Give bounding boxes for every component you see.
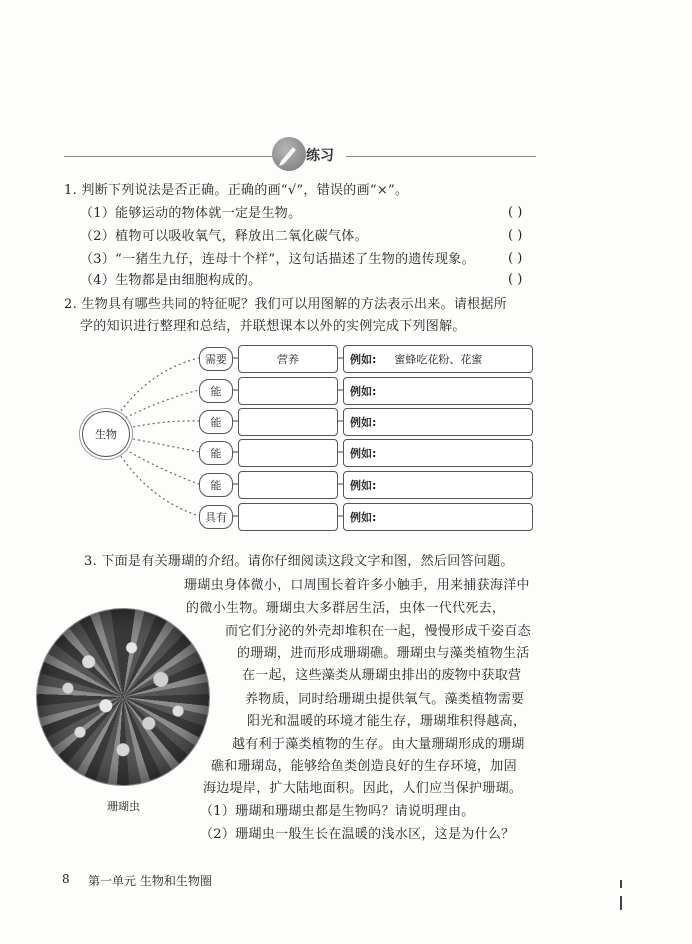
q1-answer-blank-3[interactable]: ( )	[508, 251, 523, 266]
q1-answer-blank-4[interactable]: ( )	[508, 272, 523, 287]
unit-title: 第一单元 生物和生物圈	[88, 874, 212, 888]
feature-box-2[interactable]	[238, 377, 338, 405]
q3-para-line-4: 的珊瑚，进而形成珊瑚礁。珊瑚虫与藻类植物生活	[237, 646, 530, 661]
organism-center-node: 生物	[82, 411, 130, 457]
q3-intro: 3. 下面是有关珊瑚的介绍。请你仔细阅读这段文字和图，然后回答问题。	[84, 554, 514, 569]
feature-box-1[interactable]: 营养	[238, 345, 338, 373]
q3-para-line-6: 养物质，同时给珊瑚虫提供氧气。藻类植物需要	[245, 692, 525, 707]
example-box-4[interactable]	[343, 439, 533, 467]
feature-tag-3: 能	[199, 410, 233, 434]
example-label: 例如:	[350, 416, 377, 429]
q3-para-line-7: 阳光和温暖的环境才能生存，珊瑚堆积得越高，	[247, 714, 527, 729]
q3-question-2: （2）珊瑚虫一般生长在温暖的浅水区，这是为什么？	[200, 827, 515, 842]
example-box-5[interactable]	[343, 471, 533, 499]
feature-box-6[interactable]	[238, 503, 338, 531]
section-title: 练习	[306, 148, 334, 164]
q1-answer-blank-1[interactable]: ( )	[508, 205, 523, 220]
margin-mark	[620, 896, 622, 910]
q1-answer-blank-2[interactable]: ( )	[508, 228, 523, 243]
margin-mark	[620, 880, 622, 888]
q1-item-4: （4）生物都是由细胞构成的。	[80, 273, 262, 288]
feature-tag-5: 能	[199, 473, 233, 497]
q1-item-2: （2）植物可以吸收氧气，释放出二氧化碳气体。	[80, 229, 368, 244]
feature-tag-6: 具有	[199, 505, 233, 529]
q2-stem-line-1: 2. 生物具有哪些共同的特征呢？我们可以用图解的方法表示出来。请根据所	[64, 297, 508, 312]
coral-polyp-photo	[36, 608, 210, 786]
example-label: 例如:	[350, 385, 377, 398]
feature-tag-4: 能	[199, 441, 233, 465]
q3-para-line-2: 的微小生物。珊瑚虫大多群居生活，虫体一代代死去，	[186, 601, 506, 616]
page-number: 8	[62, 872, 70, 886]
q1-item-3: （3）“一猪生九仔，连母十个样”，这句话描述了生物的遗传现象。	[80, 252, 475, 267]
example-label: 例如:	[350, 511, 377, 524]
example-label: 例如:	[350, 353, 377, 366]
example-box-1[interactable]	[343, 345, 533, 373]
feature-tag-2: 能	[199, 379, 233, 403]
q2-stem-line-2: 学的知识进行整理和总结，并联想课本以外的实例完成下列图解。	[80, 319, 466, 334]
feature-box-5[interactable]	[238, 471, 338, 499]
q3-para-line-9: 礁和珊瑚岛，能够给鱼类创造良好的生存环境，加固	[211, 759, 517, 774]
example-box-6[interactable]	[343, 503, 533, 531]
q3-para-line-8: 越有利于藻类植物的生存。由大量珊瑚形成的珊瑚	[232, 737, 525, 752]
q1-stem: 1. 判断下列说法是否正确。正确的画“√”，错误的画“×”。	[64, 183, 409, 198]
example-label: 例如:	[350, 447, 377, 460]
example-value: 蜜蜂吃花粉、花蜜	[394, 353, 483, 366]
photo-caption: 珊瑚虫	[107, 800, 140, 813]
q3-para-line-3: 而它们分泌的外壳却堆积在一起，慢慢形成千姿百态	[225, 624, 531, 639]
feature-box-3[interactable]	[238, 408, 338, 436]
q3-para-line-10: 海边堤岸，扩大陆地面积。因此，人们应当保护珊瑚。	[203, 781, 523, 796]
feature-tag-1: 需要	[199, 347, 233, 371]
q3-para-line-5: 在一起，这些藻类从珊瑚虫排出的废物中获取营	[242, 668, 522, 683]
q3-para-line-1: 珊瑚虫身体微小，口周围长着许多小触手，用来捕获海洋中	[184, 578, 530, 593]
feature-box-4[interactable]	[238, 439, 338, 467]
q1-item-1: （1）能够运动的物体就一定是生物。	[80, 206, 302, 221]
example-label: 例如:	[350, 479, 377, 492]
example-box-3[interactable]	[343, 408, 533, 436]
q3-question-1: （1）珊瑚和珊瑚虫都是生物吗？请说明理由。	[200, 804, 475, 819]
example-box-2[interactable]	[343, 377, 533, 405]
